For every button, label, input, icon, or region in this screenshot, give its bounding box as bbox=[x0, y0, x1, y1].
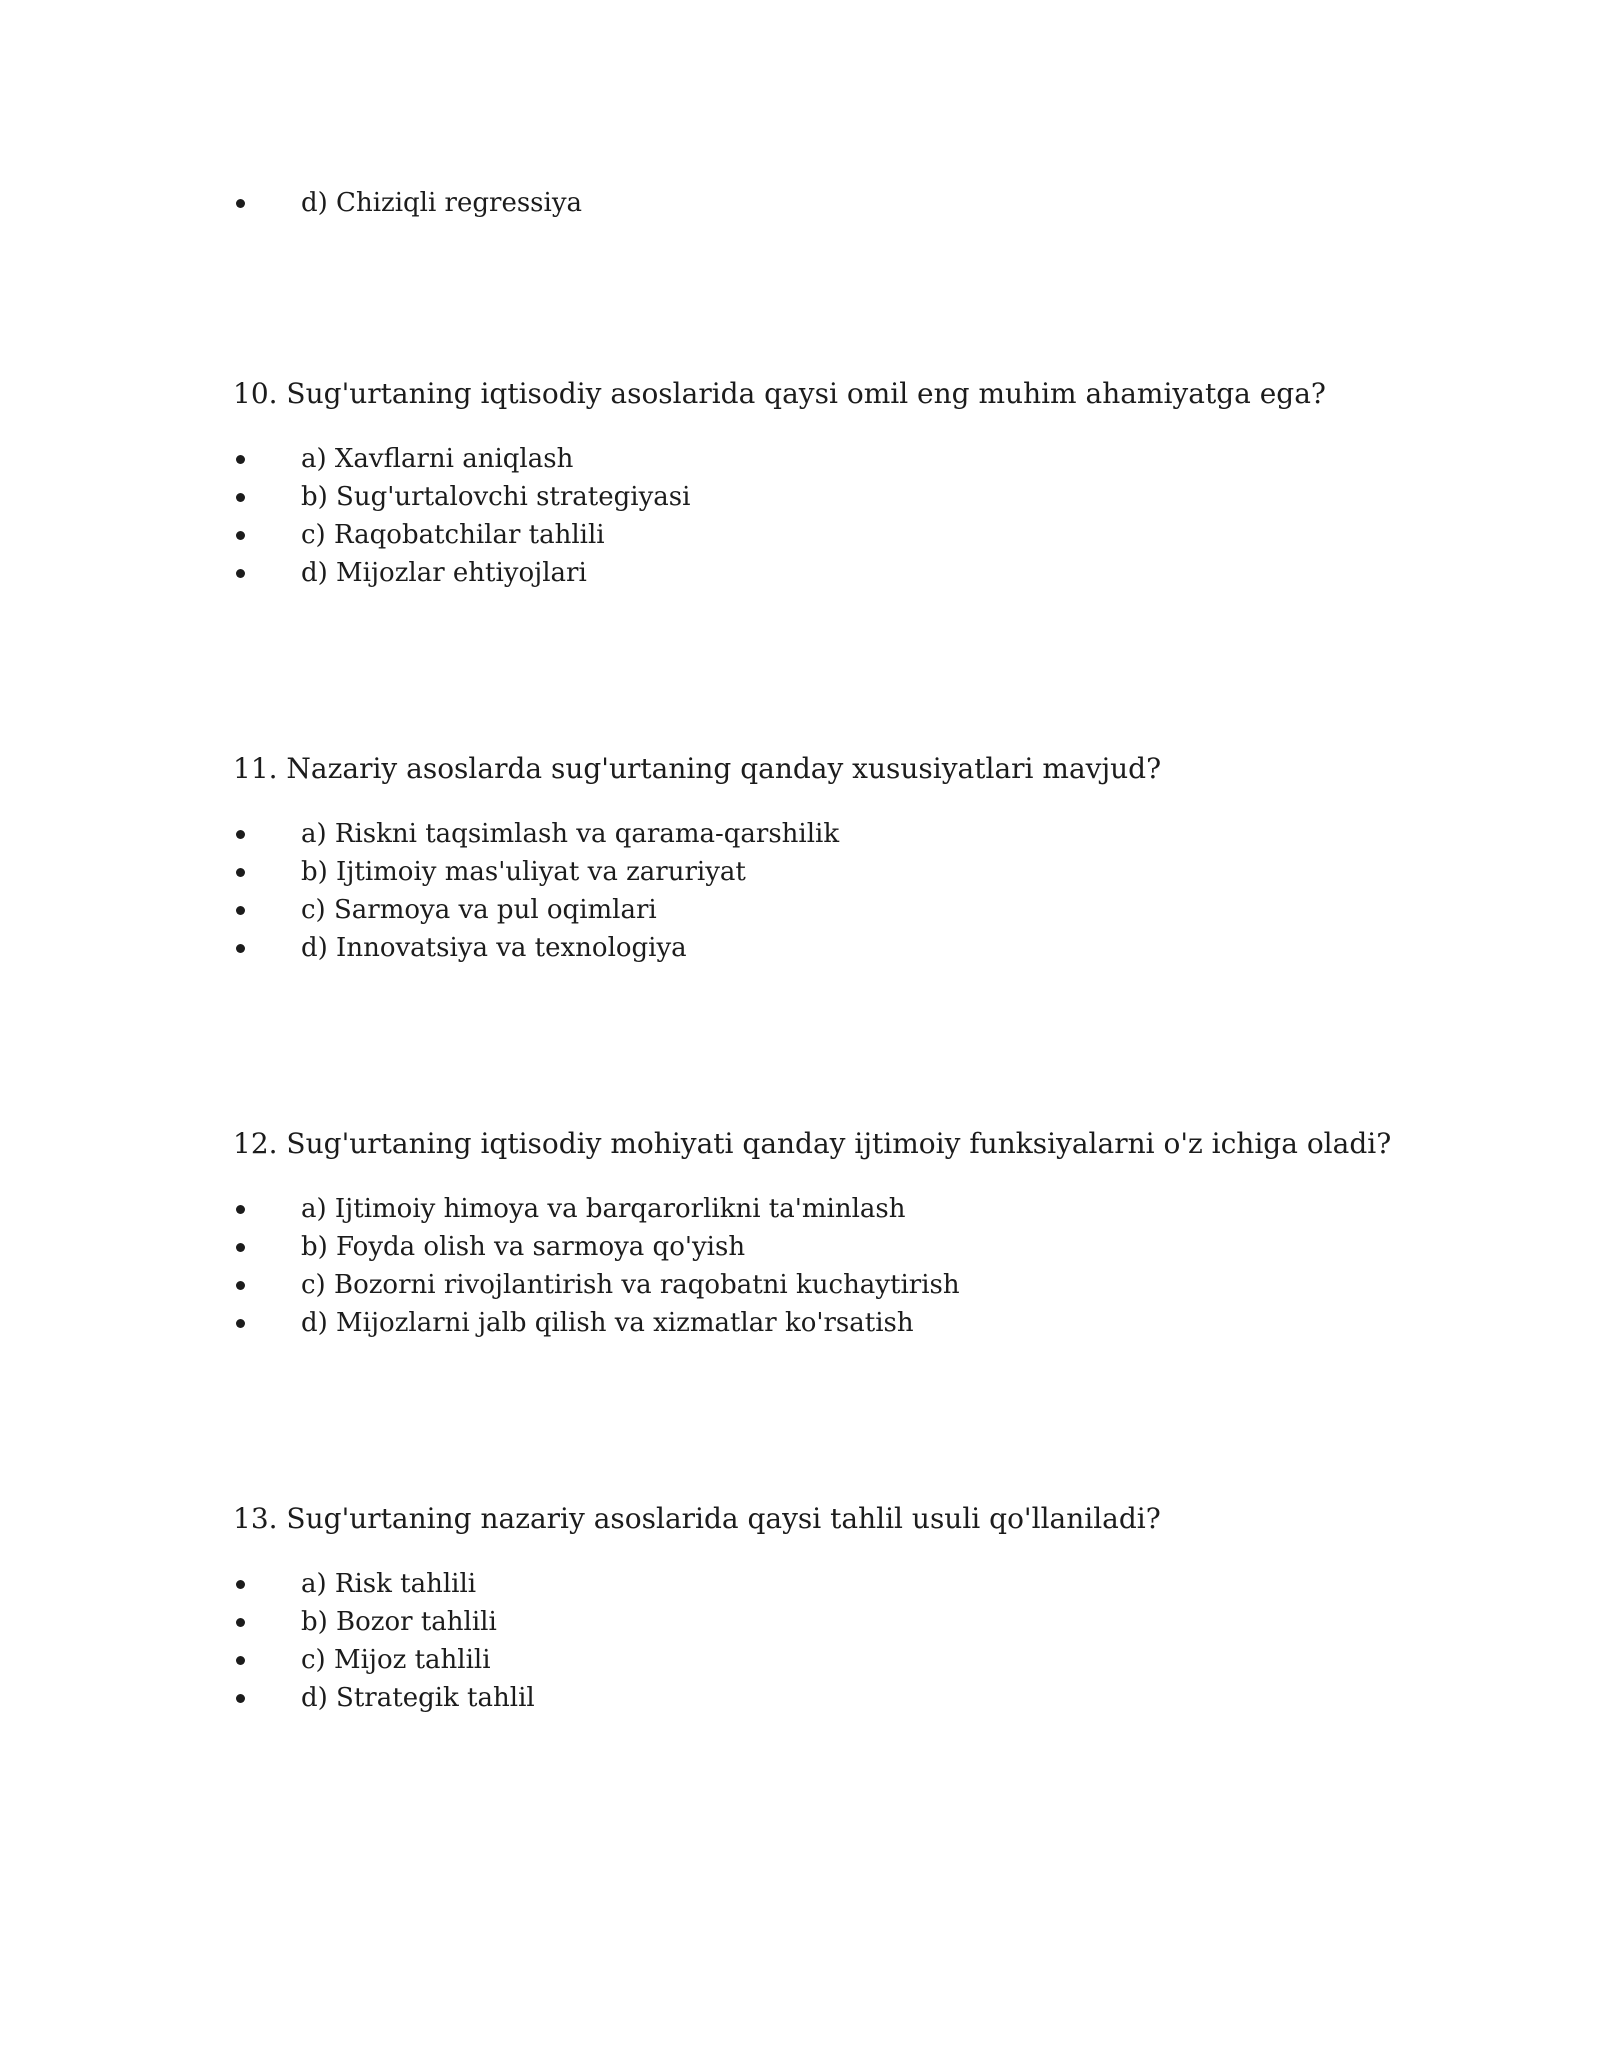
option-text: d) Strategik tahlil bbox=[301, 1683, 535, 1713]
option-text: d) Mijozlar ehtiyojlari bbox=[301, 558, 587, 588]
option-text: a) Ijtimoiy himoya va barqarorlikni ta'minlash bbox=[301, 1194, 906, 1224]
question-title: 11. Nazariy asoslarda sug'urtaning qanday xususiyatlari mavjud? bbox=[233, 752, 1162, 785]
bullet-icon bbox=[236, 1243, 245, 1252]
question-title: 12. Sug'urtaning iqtisodiy mohiyati qanday ijtimoiy funksiyalarni o'z ichiga oladi? bbox=[233, 1127, 1392, 1160]
bullet-icon bbox=[236, 944, 245, 953]
option-text: a) Risk tahlili bbox=[301, 1569, 477, 1599]
bullet-icon bbox=[236, 531, 245, 540]
option-text: b) Bozor tahlili bbox=[301, 1607, 497, 1637]
option-text: d) Innovatsiya va texnologiya bbox=[301, 933, 687, 963]
option-text: b) Sug'urtalovchi strategiyasi bbox=[301, 482, 691, 512]
bullet-icon bbox=[236, 199, 245, 208]
bullet-icon bbox=[236, 1656, 245, 1665]
bullet-icon bbox=[236, 455, 245, 464]
question-title: 10. Sug'urtaning iqtisodiy asoslarida qaysi omil eng muhim ahamiyatga ega? bbox=[233, 377, 1326, 410]
question-title: 13. Sug'urtaning nazariy asoslarida qaysi tahlil usuli qo'llaniladi? bbox=[233, 1502, 1161, 1535]
bullet-icon bbox=[236, 1205, 245, 1214]
option-text: a) Riskni taqsimlash va qarama-qarshilik bbox=[301, 819, 840, 849]
bullet-icon bbox=[236, 1618, 245, 1627]
bullet-icon bbox=[236, 906, 245, 915]
option-text: b) Ijtimoiy mas'uliyat va zaruriyat bbox=[301, 857, 746, 887]
option-text: d) Mijozlarni jalb qilish va xizmatlar ko'rsatish bbox=[301, 1308, 914, 1338]
bullet-icon bbox=[236, 830, 245, 839]
bullet-icon bbox=[236, 1281, 245, 1290]
option-text: c) Sarmoya va pul oqimlari bbox=[301, 895, 657, 925]
option-text: c) Mijoz tahlili bbox=[301, 1645, 491, 1675]
bullet-icon bbox=[236, 1580, 245, 1589]
option-text: b) Foyda olish va sarmoya qo'yish bbox=[301, 1232, 746, 1262]
bullet-icon bbox=[236, 868, 245, 877]
bullet-icon bbox=[236, 1694, 245, 1703]
bullet-icon bbox=[236, 569, 245, 578]
option-text: a) Xavflarni aniqlash bbox=[301, 444, 574, 474]
option-text: c) Raqobatchilar tahlili bbox=[301, 520, 605, 550]
option-text: d) Chiziqli regressiya bbox=[301, 188, 583, 218]
option-text: c) Bozorni rivojlantirish va raqobatni kuchaytirish bbox=[301, 1270, 960, 1300]
bullet-icon bbox=[236, 493, 245, 502]
bullet-icon bbox=[236, 1319, 245, 1328]
